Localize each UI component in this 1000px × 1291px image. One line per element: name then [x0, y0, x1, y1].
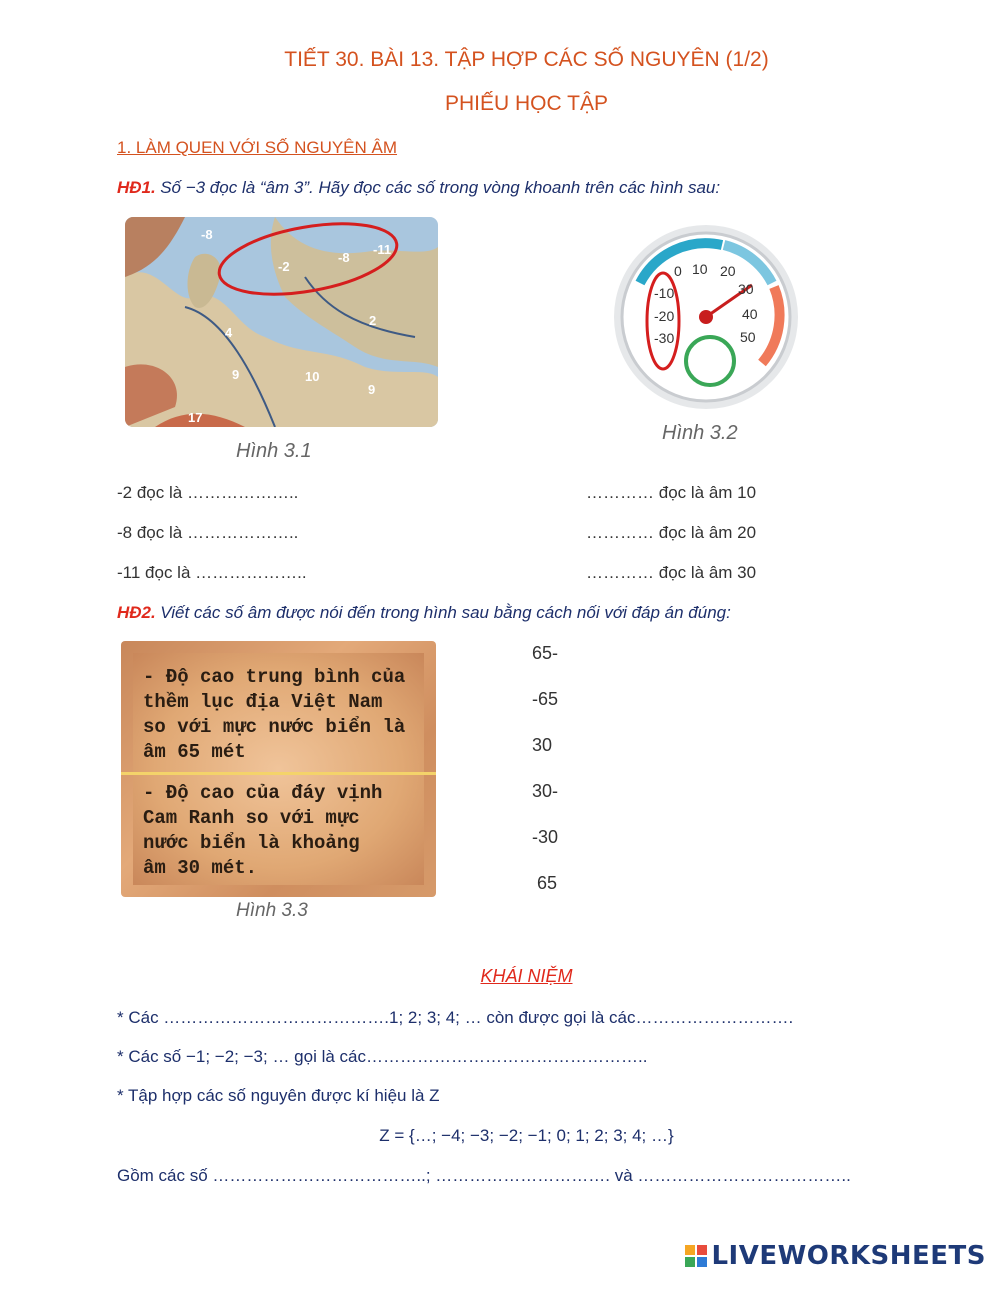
map-caption: Hình 3.1 [236, 440, 312, 462]
hd1-text: Số −3 đọc là “âm 3”. Hãy đọc các số trong vòng khoanh trên các hình sau: [160, 178, 721, 197]
match-option[interactable]: 65 [537, 873, 558, 893]
match-option[interactable]: 30- [532, 781, 559, 801]
map-temp: 9 [232, 367, 240, 382]
hd1-label: HĐ1. [117, 178, 156, 197]
parchment-caption: Hình 3.3 [236, 900, 308, 921]
box-line: thềm lục địa Việt Nam [143, 691, 383, 713]
reading-row [117, 523, 298, 543]
parchment-text-bottom [143, 781, 382, 881]
thermo-tick: -20 [654, 308, 675, 324]
reading-row [117, 483, 298, 503]
parchment-image [121, 641, 436, 897]
hd2-instruction [117, 603, 731, 623]
box-line: Cam Ranh so với mực [143, 807, 360, 829]
map-temp: 4 [225, 325, 233, 340]
thermo-tick: -30 [654, 330, 675, 346]
match-option[interactable]: -30 [532, 827, 559, 847]
thermo-tick: 50 [740, 329, 756, 345]
thermometer-dial [612, 223, 800, 411]
thermometer-caption: Hình 3.2 [662, 422, 738, 444]
map-temp: 9 [368, 382, 376, 397]
weather-map-image [125, 217, 438, 427]
thermo-tick: 30 [738, 281, 754, 297]
concept-line: Gồm các số ………………………………..; …………………………. và ……………………………….. [117, 1166, 851, 1185]
reading-row [117, 563, 307, 583]
answer-blank[interactable]: ……………….. [186, 483, 299, 502]
set-formula: Z = {…; −4; −3; −2; −1; 0; 1; 2; 3; 4; …} [379, 1126, 674, 1145]
map-temp: -8 [338, 250, 350, 265]
match-option[interactable]: 30 [532, 735, 553, 755]
match-option[interactable]: 65- [532, 643, 559, 663]
concept-line: * Tập hợp các số nguyên được kí hiệu là Z [117, 1086, 440, 1105]
page-title: TIẾT 30. BÀI 13. TẬP HỢP CÁC SỐ NGUYÊN (1/2) [284, 48, 769, 71]
hd2-text: Viết các số âm được nói đến trong hình sau bằng cách nối với đáp án đúng: [160, 603, 731, 622]
map-temp: 10 [305, 369, 320, 384]
answer-blank[interactable]: ………… [586, 523, 654, 542]
map-temp: -8 [201, 227, 213, 242]
thermo-tick: 0 [674, 263, 682, 279]
concept-heading: KHÁI NIỆM [480, 966, 573, 986]
divider-line [121, 772, 436, 775]
box-line: âm 30 mét. [143, 857, 258, 879]
concept-line: * Các số −1; −2; −3; … gọi là các………………………………………….. [117, 1047, 648, 1066]
thermo-tick: 40 [742, 306, 758, 322]
reading-prompt: -2 đọc là [117, 483, 183, 502]
box-line: - Độ cao trung bình của [143, 666, 406, 688]
logo-text: LIVEWORKSHEETS [711, 1241, 986, 1271]
reading-prompt: -11 đọc là [117, 563, 191, 582]
thermo-tick: 10 [692, 261, 708, 277]
map-temp: 2 [369, 313, 377, 328]
box-line: so với mực nước biển là [143, 716, 406, 738]
box-line: âm 65 mét [143, 741, 246, 763]
map-temp: -2 [278, 259, 290, 274]
reading-row [586, 523, 756, 543]
answer-blank[interactable]: ……………….. [186, 523, 299, 542]
hd2-label: HĐ2. [117, 603, 156, 622]
logo-square [685, 1257, 695, 1267]
box-line: - Độ cao của đáy vịnh [143, 782, 383, 804]
answer-blank[interactable]: ……………….. [195, 563, 307, 582]
liveworksheets-logo[interactable] [685, 1241, 986, 1271]
reading-row [586, 563, 756, 583]
logo-square [697, 1257, 707, 1267]
thermometer-image [612, 223, 800, 411]
thermo-tick: -10 [654, 285, 675, 301]
reading-prompt: đọc là âm 10 [658, 483, 757, 502]
reading-row [586, 483, 756, 503]
concept-line: * Các ………………………………….1; 2; 3; 4; … còn được gọi là các………………………. [117, 1008, 794, 1027]
logo-mark-icon [685, 1245, 707, 1267]
reading-prompt: -8 đọc là [117, 523, 183, 542]
map-temp: -11 [373, 242, 392, 257]
reading-prompt: đọc là âm 20 [658, 523, 757, 542]
page-subtitle: PHIẾU HỌC TẬP [445, 92, 608, 115]
logo-square [697, 1245, 707, 1255]
reading-prompt: đọc là âm 30 [658, 563, 757, 582]
map-temp: 17 [188, 410, 203, 425]
match-option[interactable]: -65 [532, 689, 559, 709]
answer-blank[interactable]: ………… [586, 483, 654, 502]
section-heading: 1. LÀM QUEN VỚI SỐ NGUYÊN ÂM [117, 138, 398, 157]
thermo-tick: 20 [720, 263, 736, 279]
logo-square [685, 1245, 695, 1255]
answer-blank[interactable]: ………… [586, 563, 654, 582]
parchment-text-top [143, 665, 405, 765]
box-line: nước biển là khoảng [143, 832, 360, 854]
hd1-instruction [117, 178, 720, 198]
